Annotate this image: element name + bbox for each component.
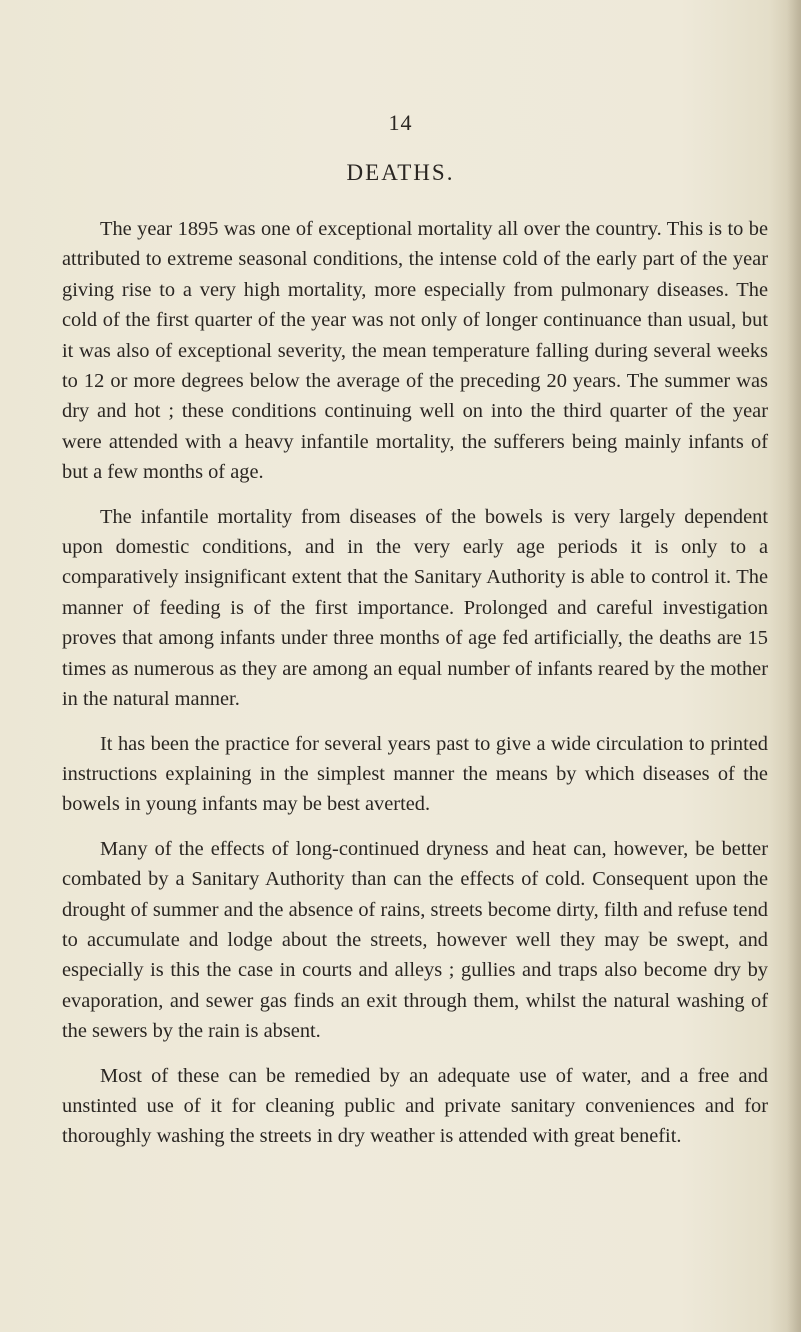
page-number: 14 — [388, 110, 413, 135]
section-heading: DEATHS. — [346, 160, 455, 185]
paragraph-mortality-1895: The year 1895 was one of exceptional mortality all over the country. This is to be attributed to extreme seasonal conditions, the intense cold of the early part of the year giving rise to a very high mortality, more especially from pulmonary diseases. The cold of the first quarter of the year was not only of longer continuance than usual, but it was also of exceptional severity, the mean temperature falling during several weeks to 12 or more degrees below the average of the preceding 20 years. The summer was dry and hot ; these conditions continuing well on into the third quarter of the year were attended with a heavy infantile mortality, the sufferers being mainly infants of but a few months of age. — [62, 218, 768, 484]
body-text — [62, 214, 768, 1166]
page-edge-shadow — [787, 0, 801, 1332]
paragraph-dryness-and-heat: Many of the effects of long-continued dryness and heat can, however, be better combated by a Sanitary Authority than can the effects of cold. Consequent upon the drought of summer and the absence of rains, streets become dirty, filth and refuse tend to accumulate and lodge about the streets, however well they may be swept, and especially is this the case in courts and alleys ; gullies and traps also become dry by evaporation, and sewer gas finds an exit through them, whilst the natural washing of the sewers by the rain is absent. — [62, 837, 768, 1043]
paragraph-infantile-mortality: The infantile mortality from diseases of the bowels is very largely dependent upon domestic conditions, and in the very early age periods it is only to a comparatively insignificant extent that the Sanitary Authority is able to control it. The manner of feeding is of the first importance. Prolonged and careful investigation proves that among infants under three months of age fed artificially, the deaths are 15 times as numerous as they are among an equal number of infants reared by the mother in the natural manner. — [62, 505, 768, 711]
paragraph-use-of-water: Most of these can be remedied by an adequate use of water, and a free and unstinted use of it for cleaning public and private sanitary conveniences and for thoroughly washing the streets in dry weather is attended with great benefit. — [62, 1064, 768, 1148]
paragraph-printed-instructions: It has been the practice for several years past to give a wide circulation to printed instructions explaining in the simplest manner the means by which diseases of the bowels in young infants may be best averted. — [62, 732, 768, 816]
